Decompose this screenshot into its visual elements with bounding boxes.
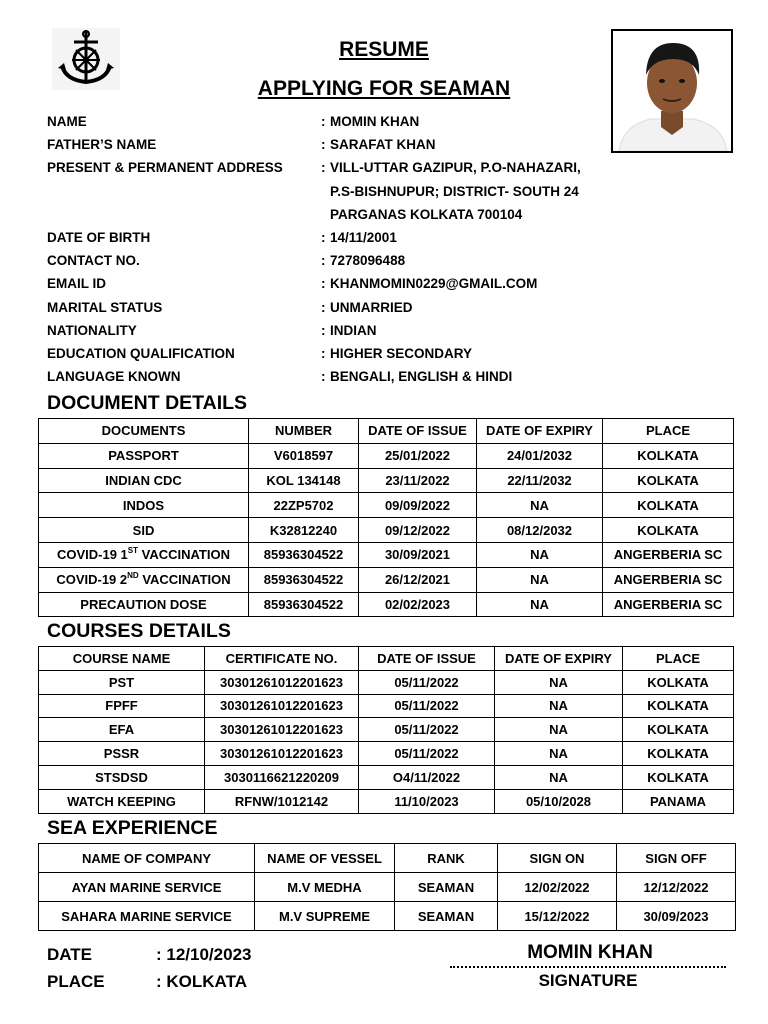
info-row-marital: MARITAL STATUS : UNMARRIED — [47, 296, 607, 319]
table-cell: ANGERBERIA SC — [603, 592, 734, 617]
info-label: NATIONALITY — [47, 322, 137, 338]
info-value: VILL-UTTAR GAZIPUR, P.O-NAHAZARI, — [330, 160, 581, 176]
info-row-education: EDUCATION QUALIFICATION : HIGHER SECONDARY — [47, 342, 607, 365]
table-cell: 09/09/2022 — [359, 493, 477, 518]
table-cell: 85936304522 — [249, 592, 359, 617]
table-cell: 02/02/2023 — [359, 592, 477, 617]
table-cell: KOLKATA — [603, 468, 734, 493]
table-cell: 05/11/2022 — [359, 742, 495, 766]
course-row — [39, 789, 734, 813]
table-cell: SEAMAN — [395, 873, 498, 902]
table-cell: 12/02/2022 — [498, 873, 617, 902]
course-row — [39, 670, 734, 694]
date-label: DATE — [47, 945, 93, 964]
course-row — [39, 718, 734, 742]
table-cell: ANGERBERIA SC — [603, 542, 734, 567]
column-header: DATE OF ISSUE — [359, 419, 477, 444]
table-cell — [39, 567, 249, 592]
info-row-dob: DATE OF BIRTH : 14/11/2001 — [47, 226, 607, 249]
table-header-row — [39, 647, 734, 671]
table-cell — [39, 542, 249, 567]
place-value: : KOLKATA — [156, 972, 247, 991]
table-cell: NA — [477, 493, 603, 518]
info-value: UNMARRIED — [330, 299, 413, 315]
table-cell: 05/10/2028 — [495, 789, 623, 813]
info-label: LANGUAGE KNOWN — [47, 369, 181, 385]
document-row — [39, 542, 734, 567]
table-cell: 11/10/2023 — [359, 789, 495, 813]
info-row-address-cont — [47, 203, 607, 226]
info-row-name: NAME : MOMIN KHAN — [47, 110, 607, 133]
info-value: 14/11/2001 — [330, 230, 397, 246]
table-cell: ANGERBERIA SC — [603, 567, 734, 592]
table-cell: NA — [495, 694, 623, 718]
table-cell: NA — [477, 542, 603, 567]
column-header: SIGN ON — [498, 844, 617, 873]
document-row — [39, 443, 734, 468]
table-cell: AYAN MARINE SERVICE — [39, 873, 255, 902]
table-cell: EFA — [39, 718, 205, 742]
table-header-row — [39, 419, 734, 444]
info-label: EDUCATION QUALIFICATION — [47, 346, 235, 362]
table-cell: KOLKATA — [623, 694, 734, 718]
table-cell: V6018597 — [249, 443, 359, 468]
table-cell: NA — [477, 592, 603, 617]
sea-experience-heading: SEA EXPERIENCE — [47, 817, 218, 839]
column-header: COURSE NAME — [39, 647, 205, 671]
table-cell: 30301261012201623 — [205, 718, 359, 742]
column-header: PLACE — [623, 647, 734, 671]
date-value: : 12/10/2023 — [156, 945, 252, 964]
table-cell: INDIAN CDC — [39, 468, 249, 493]
document-row — [39, 567, 734, 592]
table-cell: 22/11/2032 — [477, 468, 603, 493]
info-label: CONTACT NO. — [47, 253, 140, 269]
course-row — [39, 765, 734, 789]
sea-experience-row — [39, 873, 736, 902]
ordinal-suffix: ND — [127, 571, 139, 581]
document-row — [39, 468, 734, 493]
column-header: DATE OF EXPIRY — [495, 647, 623, 671]
table-cell: 05/11/2022 — [359, 694, 495, 718]
table-cell: KOLKATA — [603, 518, 734, 543]
table-cell: 09/12/2022 — [359, 518, 477, 543]
table-cell: PST — [39, 670, 205, 694]
signer-name: MOMIN KHAN — [527, 942, 653, 963]
document-details-heading: DOCUMENT DETAILS — [47, 392, 248, 414]
info-label: EMAIL ID — [47, 276, 107, 292]
table-cell: 08/12/2032 — [477, 518, 603, 543]
column-header: DATE OF ISSUE — [359, 647, 495, 671]
info-label: MARITAL STATUS — [47, 299, 163, 315]
column-header: DATE OF EXPIRY — [477, 419, 603, 444]
info-row-address: PRESENT & PERMANENT ADDRESS : VILL-UTTAR GAZIPUR, P.O-NAHAZARI, — [47, 156, 607, 179]
resume-subtitle: APPLYING FOR SEAMAN — [257, 77, 511, 100]
table-cell: NA — [495, 742, 623, 766]
table-cell: PANAMA — [623, 789, 734, 813]
table-cell: 30/09/2021 — [359, 542, 477, 567]
table-cell: 05/11/2022 — [359, 670, 495, 694]
table-cell: 30301261012201623 — [205, 694, 359, 718]
column-header: NAME OF COMPANY — [39, 844, 255, 873]
table-cell: SEAMAN — [395, 902, 498, 931]
table-cell: M.V MEDHA — [255, 873, 395, 902]
info-label: FATHER’S NAME — [47, 137, 157, 153]
courses-details-heading: COURSES DETAILS — [47, 620, 231, 642]
table-cell: NA — [495, 718, 623, 742]
table-cell: WATCH KEEPING — [39, 789, 205, 813]
info-row-father: FATHER’S NAME : SARAFAT KHAN — [47, 133, 607, 156]
cell-text: COVID-19 1 — [56, 547, 128, 563]
column-header: DOCUMENTS — [39, 419, 249, 444]
column-header: NUMBER — [249, 419, 359, 444]
table-cell: FPFF — [39, 694, 205, 718]
table-cell: KOLKATA — [603, 443, 734, 468]
cell-text: VACCINATION — [138, 547, 230, 563]
table-cell: 24/01/2032 — [477, 443, 603, 468]
table-cell: 30301261012201623 — [205, 670, 359, 694]
table-cell: 30301261012201623 — [205, 742, 359, 766]
info-value: KHANMOMIN0229@GMAIL.COM — [330, 276, 538, 292]
info-value: MOMIN KHAN — [330, 114, 420, 129]
table-header-row — [39, 844, 736, 873]
column-header: CERTIFICATE NO. — [205, 647, 359, 671]
table-cell: NA — [495, 765, 623, 789]
table-cell: NA — [477, 567, 603, 592]
course-row — [39, 742, 734, 766]
info-row-language: LANGUAGE KNOWN : BENGALI, ENGLISH & HINDI — [47, 365, 607, 388]
table-cell: 22ZP5702 — [249, 493, 359, 518]
info-value: BENGALI, ENGLISH & HINDI — [330, 369, 513, 385]
table-cell: 05/11/2022 — [359, 718, 495, 742]
place-text: KOLKATA — [166, 972, 247, 991]
table-cell: KOLKATA — [603, 493, 734, 518]
column-header: SIGN OFF — [617, 844, 736, 873]
column-header: RANK — [395, 844, 498, 873]
info-row-contact: CONTACT NO. : 7278096488 — [47, 249, 607, 272]
cell-text: COVID-19 2 — [56, 572, 128, 588]
info-value: P.S-BISHNUPUR; DISTRICT- SOUTH 24 — [330, 183, 579, 199]
info-row-address-cont — [47, 180, 607, 203]
personal-details — [47, 110, 607, 388]
date-text: 12/10/2023 — [166, 945, 252, 964]
table-cell: KOLKATA — [623, 718, 734, 742]
signature-label: SIGNATURE — [538, 971, 638, 990]
table-cell: KOLKATA — [623, 765, 734, 789]
column-header: PLACE — [603, 419, 734, 444]
sea-experience-table — [38, 843, 736, 931]
resume-title: RESUME — [339, 38, 429, 61]
document-details-table — [38, 418, 734, 617]
info-value: INDIAN — [330, 322, 377, 338]
table-cell: 23/11/2022 — [359, 468, 477, 493]
table-cell: PRECAUTION DOSE — [39, 592, 249, 617]
signature-line — [450, 966, 726, 968]
ordinal-suffix: ST — [127, 546, 139, 556]
table-cell: 85936304522 — [249, 567, 359, 592]
table-cell: 3030116621220209 — [205, 765, 359, 789]
table-cell: NA — [495, 670, 623, 694]
table-cell: KOLKATA — [623, 670, 734, 694]
info-value: 7278096488 — [330, 253, 406, 269]
info-value: PARGANAS KOLKATA 700104 — [330, 206, 523, 222]
table-cell: STSDSD — [39, 765, 205, 789]
place-label: PLACE — [47, 972, 105, 991]
table-cell: M.V SUPREME — [255, 902, 395, 931]
table-cell: SAHARA MARINE SERVICE — [39, 902, 255, 931]
info-row-email: EMAIL ID : KHANMOMIN0229@GMAIL.COM — [47, 272, 607, 295]
info-label: NAME — [47, 114, 87, 129]
table-cell: O4/11/2022 — [359, 765, 495, 789]
info-value: SARAFAT KHAN — [330, 137, 436, 153]
table-cell: 25/01/2022 — [359, 443, 477, 468]
table-cell: RFNW/1012142 — [205, 789, 359, 813]
sea-experience-row — [39, 902, 736, 931]
table-cell: 15/12/2022 — [498, 902, 617, 931]
info-label: PRESENT & PERMANENT ADDRESS — [47, 160, 283, 176]
document-row — [39, 592, 734, 617]
table-cell: KOLKATA — [623, 742, 734, 766]
table-cell: PSSR — [39, 742, 205, 766]
table-cell: 26/12/2021 — [359, 567, 477, 592]
table-cell: 12/12/2022 — [617, 873, 736, 902]
table-cell: K32812240 — [249, 518, 359, 543]
document-row — [39, 493, 734, 518]
courses-details-table — [38, 646, 734, 814]
cell-text: VACCINATION — [138, 572, 231, 588]
document-row — [39, 518, 734, 543]
info-row-nationality: NATIONALITY : INDIAN — [47, 319, 607, 342]
table-cell: INDOS — [39, 493, 249, 518]
table-cell: 30/09/2023 — [617, 902, 736, 931]
table-cell: KOL 134148 — [249, 468, 359, 493]
column-header: NAME OF VESSEL — [255, 844, 395, 873]
info-value: HIGHER SECONDARY — [330, 346, 473, 362]
table-cell: PASSPORT — [39, 443, 249, 468]
table-cell: SID — [39, 518, 249, 543]
table-cell: 85936304522 — [249, 542, 359, 567]
info-label: DATE OF BIRTH — [47, 230, 151, 246]
course-row — [39, 694, 734, 718]
